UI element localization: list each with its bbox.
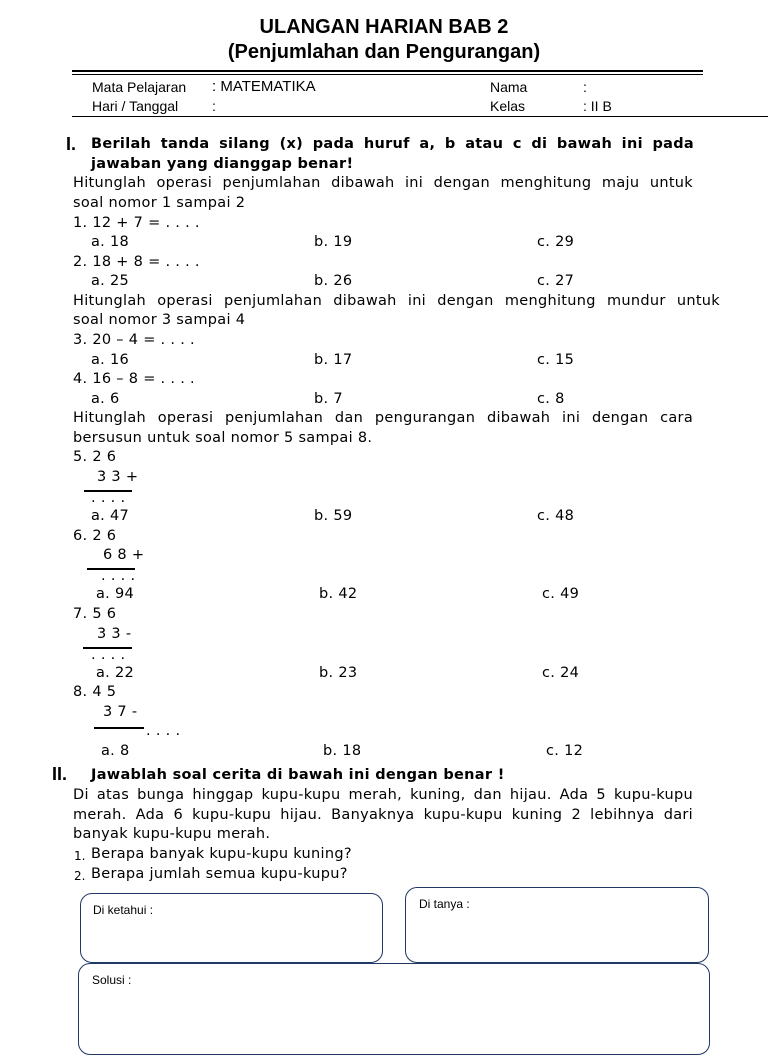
q6-option-a[interactable]: a. 94 [96, 586, 135, 602]
subject-value: : MATEMATIKA [212, 78, 316, 95]
q7-option-a[interactable]: a. 22 [96, 665, 135, 681]
subject-label: Mata Pelajaran [92, 79, 187, 95]
intro-1-cont: soal nomor 1 sampai 2 [73, 195, 246, 211]
story-question-2: Berapa jumlah semua kupu-kupu? [91, 866, 348, 882]
page-title: ULANGAN HARIAN BAB 2 [259, 16, 509, 38]
header-rule-bottom [72, 116, 768, 117]
q4-option-c[interactable]: c. 8 [537, 391, 565, 407]
section-2-numeral: II. [52, 764, 68, 784]
q5-operand: 3 3 + [97, 469, 139, 485]
intro-3-cont: bersusun untuk soal nomor 5 sampai 8. [73, 430, 373, 446]
section-1-instruction: Berilah tanda silang (x) pada huruf a, b atau c di bawah ini pada [91, 136, 694, 152]
q6-result: . . . . [101, 568, 136, 584]
q1-option-c[interactable]: c. 29 [537, 234, 575, 250]
story-line-3: banyak kupu-kupu merah. [73, 826, 271, 842]
q4-option-a[interactable]: a. 6 [91, 391, 120, 407]
q7-operand: 3 3 - [97, 626, 132, 642]
q1-option-b[interactable]: b. 19 [314, 234, 353, 250]
name-label: Nama [490, 79, 528, 95]
asked-box-label: Di tanya : [419, 897, 470, 911]
class-label: Kelas [490, 98, 526, 114]
question-6: 6. 2 6 [73, 528, 117, 544]
q3-option-a[interactable]: a. 16 [91, 352, 130, 368]
story-line-1: Di atas bunga hinggap kupu-kupu merah, kuning, dan hijau. Ada 5 kupu-kupu [73, 787, 693, 803]
q8-result: . . . . [146, 723, 181, 739]
question-5: 5. 2 6 [73, 449, 117, 465]
question-2: 2. 18 + 8 = . . . . [73, 254, 200, 270]
section-2-instruction: Jawablah soal cerita di bawah ini dengan benar ! [91, 767, 505, 783]
q2-option-b[interactable]: b. 26 [314, 273, 353, 289]
story-line-2: merah. Ada 6 kupu-kupu hijau. Banyaknya kupu-kupu kuning 2 lebihnya dari [73, 807, 693, 823]
solution-box-label: Solusi : [92, 973, 132, 987]
q3-option-b[interactable]: b. 17 [314, 352, 353, 368]
intro-1: Hitunglah operasi penjumlahan dibawah ini dengan menghitung maju untuk [73, 175, 693, 191]
section-1-numeral: I. [66, 134, 77, 154]
question-8: 8. 4 5 [73, 684, 117, 700]
class-value: : II B [583, 98, 612, 114]
solution-box[interactable] [78, 963, 710, 1055]
q7-result: . . . . [91, 647, 126, 663]
question-7: 7. 5 6 [73, 606, 117, 622]
q8-option-c[interactable]: c. 12 [546, 743, 584, 759]
known-box[interactable] [80, 893, 383, 963]
known-box-label: Di ketahui : [93, 903, 154, 917]
intro-3: Hitunglah operasi penjumlahan dan pengurangan dibawah ini dengan cara [73, 410, 693, 426]
q7-option-b[interactable]: b. 23 [319, 665, 358, 681]
q5-result: . . . . [91, 490, 126, 506]
q6-option-c[interactable]: c. 49 [542, 586, 580, 602]
q4-option-b[interactable]: b. 7 [314, 391, 343, 407]
q8-operand: 3 7 - [103, 704, 138, 720]
q6-operand: 6 8 + [103, 547, 145, 563]
intro-2-cont: soal nomor 3 sampai 4 [73, 312, 246, 328]
question-1: 1. 12 + 7 = . . . . [73, 215, 200, 231]
q8-option-a[interactable]: a. 8 [101, 743, 130, 759]
q2-option-c[interactable]: c. 27 [537, 273, 575, 289]
story-question-1: Berapa banyak kupu-kupu kuning? [91, 846, 352, 862]
header-rule-top-thin [72, 74, 703, 75]
q5-option-b[interactable]: b. 59 [314, 508, 353, 524]
q3-option-c[interactable]: c. 15 [537, 352, 575, 368]
name-field: : [583, 79, 587, 95]
q6-option-b[interactable]: b. 42 [319, 586, 358, 602]
q7-option-c[interactable]: c. 24 [542, 665, 580, 681]
date-value: : [212, 98, 216, 114]
section-1-instruction-cont: jawaban yang dianggap benar! [91, 156, 354, 172]
question-4: 4. 16 – 8 = . . . . [73, 371, 195, 387]
q8-option-b[interactable]: b. 18 [323, 743, 362, 759]
header-rule-top [72, 70, 703, 72]
intro-2: Hitunglah operasi penjumlahan dibawah ini dengan menghitung mundur untuk [73, 293, 720, 309]
q1-option-a[interactable]: a. 18 [91, 234, 130, 250]
page-subtitle: (Penjumlahan dan Pengurangan) [227, 41, 541, 63]
q8-sum-line [94, 727, 144, 729]
story-question-1-number: 1. [74, 849, 86, 863]
date-label: Hari / Tanggal [92, 98, 179, 114]
q2-option-a[interactable]: a. 25 [91, 273, 130, 289]
question-3: 3. 20 – 4 = . . . . [73, 332, 195, 348]
asked-box[interactable] [405, 887, 709, 963]
story-question-2-number: 2. [74, 869, 86, 883]
q5-option-a[interactable]: a. 47 [91, 508, 130, 524]
q5-option-c[interactable]: c. 48 [537, 508, 575, 524]
